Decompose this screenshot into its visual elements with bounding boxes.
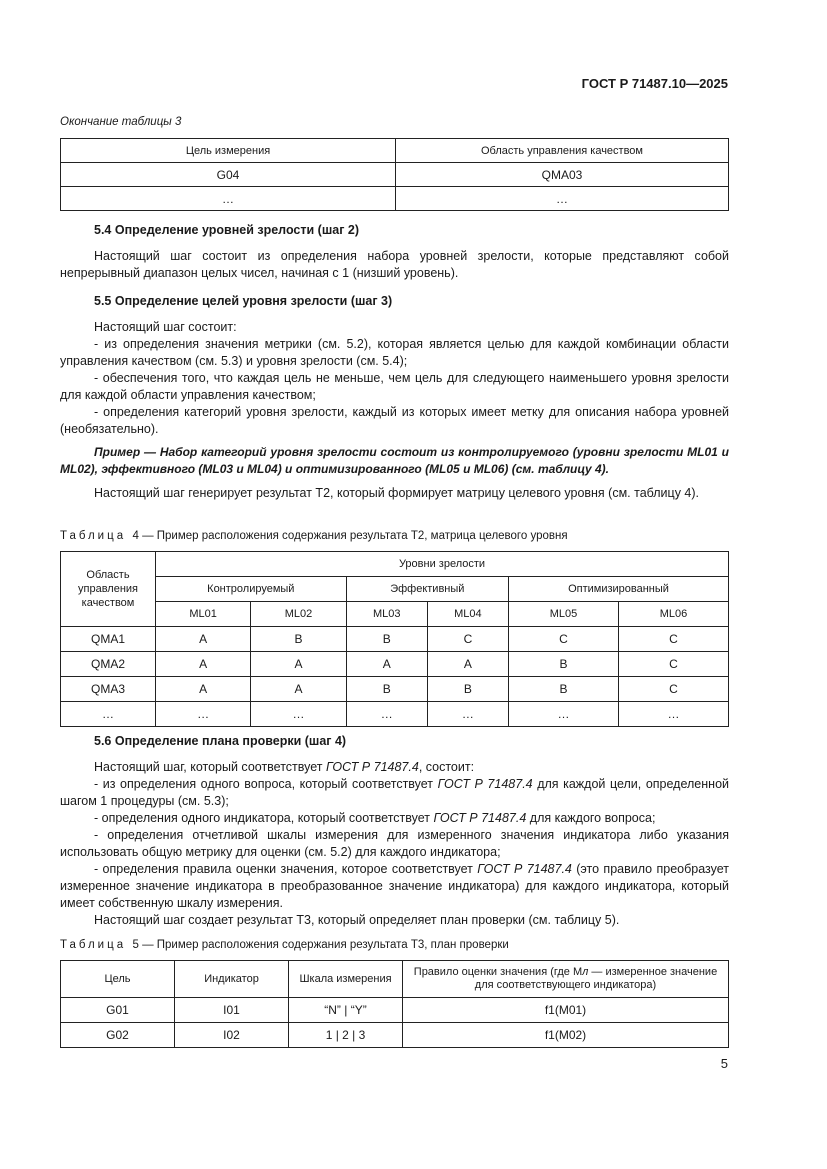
table-cell: B: [251, 627, 346, 652]
column-header: Область управления качеством: [396, 139, 729, 163]
list-item: [60, 810, 729, 827]
table-3: [60, 138, 729, 211]
table-cell: A: [156, 677, 251, 702]
text-run: , состоит:: [418, 760, 475, 774]
table-header-row: [61, 552, 729, 577]
section-5-4-text: [60, 248, 729, 282]
level-header: ML04: [427, 602, 508, 627]
table-cell: C: [618, 677, 728, 702]
table-cell: C: [618, 652, 728, 677]
table-cell: C: [618, 627, 728, 652]
table-row: [61, 187, 729, 211]
table-cell: f1(M01): [403, 998, 729, 1023]
section-5-5-body: [60, 319, 729, 438]
table-cell: B: [346, 677, 427, 702]
list-item: - обеспечения того, что каждая цель не меньше, чем цель для следующего наименьшего уровня зрелости для каждой области управления качеством;: [60, 371, 729, 402]
table-cell: C: [427, 627, 508, 652]
paragraph: [60, 759, 729, 776]
table-header-row: [61, 961, 729, 998]
table-row: [61, 998, 729, 1023]
table-row: [61, 652, 729, 677]
table-cell: G02: [61, 1023, 175, 1048]
table-cell: …: [61, 187, 396, 211]
column-header: Цель: [61, 961, 175, 998]
table-cell: “N” | “Y”: [289, 998, 403, 1023]
text-run: для каждой цели, определенной шагом 1 процедуры (см. 5.3);: [60, 777, 729, 808]
table-cell: B: [509, 677, 619, 702]
table-row: [61, 163, 729, 187]
table-caption-text: 4 — Пример расположения содержания результата Т2, матрица целевого уровня: [132, 530, 568, 542]
table-cell: G04: [61, 163, 396, 187]
variable-subscript: л: [582, 966, 589, 978]
level-header: ML06: [618, 602, 728, 627]
level-header: ML01: [156, 602, 251, 627]
text-run: для каждого вопроса;: [526, 811, 656, 825]
group-header: Контролируемый: [156, 577, 347, 602]
column-header: Шкала измерения: [289, 961, 403, 998]
table-cell: A: [346, 652, 427, 677]
list-item: [60, 861, 729, 912]
row-label: QMA2: [61, 652, 156, 677]
table-cell: A: [251, 677, 346, 702]
table-cell: C: [509, 627, 619, 652]
list-item: [60, 776, 729, 810]
table-cell: f1(M02): [403, 1023, 729, 1048]
section-5-5-title: 5.5 Определение целей уровня зрелости (шаг 3): [94, 294, 393, 308]
table-cell: A: [156, 652, 251, 677]
list-item: - определения отчетливой шкалы измерения для измеренного значения индикатора либо указания использовать общую метрику для оценки (см. 5.2) для каждого индикатора;: [60, 828, 729, 859]
table4-caption: [60, 530, 568, 542]
level-header: ML02: [251, 602, 346, 627]
row-label: QMA1: [61, 627, 156, 652]
column-header: Индикатор: [175, 961, 289, 998]
table-5: [60, 960, 729, 1048]
table-cell: …: [251, 702, 346, 727]
table-cell: …: [618, 702, 728, 727]
level-header: ML05: [509, 602, 619, 627]
table-cell: G01: [61, 998, 175, 1023]
section-5-4-title: 5.4 Определение уровней зрелости (шаг 2): [94, 223, 359, 237]
section-5-6-title: 5.6 Определение плана проверки (шаг 4): [94, 734, 347, 748]
row-label: …: [61, 702, 156, 727]
table-cell: A: [156, 627, 251, 652]
table-caption-text: 5 — Пример расположения содержания результата Т3, план проверки: [132, 939, 509, 951]
table-cell: I01: [175, 998, 289, 1023]
paragraph: Настоящий шаг генерирует результат Т2, который формирует матрицу целевого уровня (см. таблицу 4).: [94, 486, 700, 500]
column-header: Цель измерения: [61, 139, 396, 163]
table-cell: A: [251, 652, 346, 677]
text-run: — измеренное значение для соответствующего индикатора): [474, 966, 718, 991]
column-header: [403, 961, 729, 998]
table-label: Таблица: [60, 530, 127, 542]
corner-header: Область управления качеством: [61, 552, 156, 627]
page-number: 5: [720, 1056, 728, 1071]
standard-reference: ГОСТ Р 71487.4: [477, 862, 572, 876]
standard-reference: ГОСТ Р 71487.4: [437, 777, 533, 791]
table-cell: …: [396, 187, 729, 211]
list-item: - определения категорий уровня зрелости, каждый из которых имеет метку для описания набора уровней (необязательно).: [60, 405, 729, 436]
table-cell: 1 | 2 | 3: [289, 1023, 403, 1048]
table-cell: B: [509, 652, 619, 677]
text-run: (это правило преобразует измеренное значение индикатора в преобразованное значение индикатора) для каждого индикатора, который имеет собственную шкалу измерения.: [60, 862, 729, 910]
group-header: Эффективный: [346, 577, 508, 602]
table-header-row: [61, 139, 729, 163]
paragraph: Настоящий шаг состоит:: [94, 320, 237, 334]
table-cell: I02: [175, 1023, 289, 1048]
table-4: [60, 551, 729, 727]
standard-reference: ГОСТ Р 71487.4: [325, 760, 419, 774]
text-run: - определения одного индикатора, который соответствует: [94, 811, 434, 825]
text-run: - из определения одного вопроса, который соответствует: [94, 777, 438, 791]
levels-header: Уровни зрелости: [156, 552, 729, 577]
table5-caption: [60, 939, 509, 951]
table3-caption: Окончание таблицы 3: [60, 116, 182, 128]
table-cell: A: [427, 652, 508, 677]
group-header: Оптимизированный: [509, 577, 729, 602]
table-cell: …: [156, 702, 251, 727]
row-label: QMA3: [61, 677, 156, 702]
text-run: Настоящий шаг, который соответствует: [94, 760, 326, 774]
text-run: - определения правила оценки значения, которое соответствует: [94, 862, 478, 876]
example-text: Пример — Набор категорий уровня зрелости состоит из контролируемого (уровни зрелости ML01 и ML02), эффективного (ML03 и ML04) и оптимизированного (ML05 и ML06) (см. таблицу 4).: [60, 445, 729, 476]
text-run: Правило оценки значения (где М: [413, 966, 583, 978]
table-cell: QMA03: [396, 163, 729, 187]
table-cell: …: [346, 702, 427, 727]
table-label: Таблица: [60, 939, 127, 951]
paragraph: Настоящий шаг создает результат Т3, который определяет план проверки (см. таблицу 5).: [94, 913, 620, 927]
table-cell: B: [427, 677, 508, 702]
paragraph: Настоящий шаг состоит из определения набора уровней зрелости, которые представляют собой непрерывный диапазон целых чисел, начиная с 1 (низший уровень).: [60, 249, 729, 280]
section-5-6-body: [60, 759, 729, 929]
example-note: [60, 444, 729, 478]
table-row: [61, 1023, 729, 1048]
table-cell: …: [427, 702, 508, 727]
table-row: [61, 677, 729, 702]
table-row: [61, 702, 729, 727]
document-id: ГОСТ Р 71487.10—2025: [581, 76, 728, 91]
level-header: ML03: [346, 602, 427, 627]
standard-reference: ГОСТ Р 71487.4: [433, 811, 527, 825]
table-cell: B: [346, 627, 427, 652]
section-5-5-result: [60, 485, 729, 502]
table-cell: …: [509, 702, 619, 727]
table-row: [61, 627, 729, 652]
table-header-row: [61, 602, 729, 627]
list-item: - из определения значения метрики (см. 5.2), которая является целью для каждой комбинации области управления качеством (см. 5.3) и уровня зрелости (см. 5.4);: [60, 337, 729, 368]
table-header-row: [61, 577, 729, 602]
